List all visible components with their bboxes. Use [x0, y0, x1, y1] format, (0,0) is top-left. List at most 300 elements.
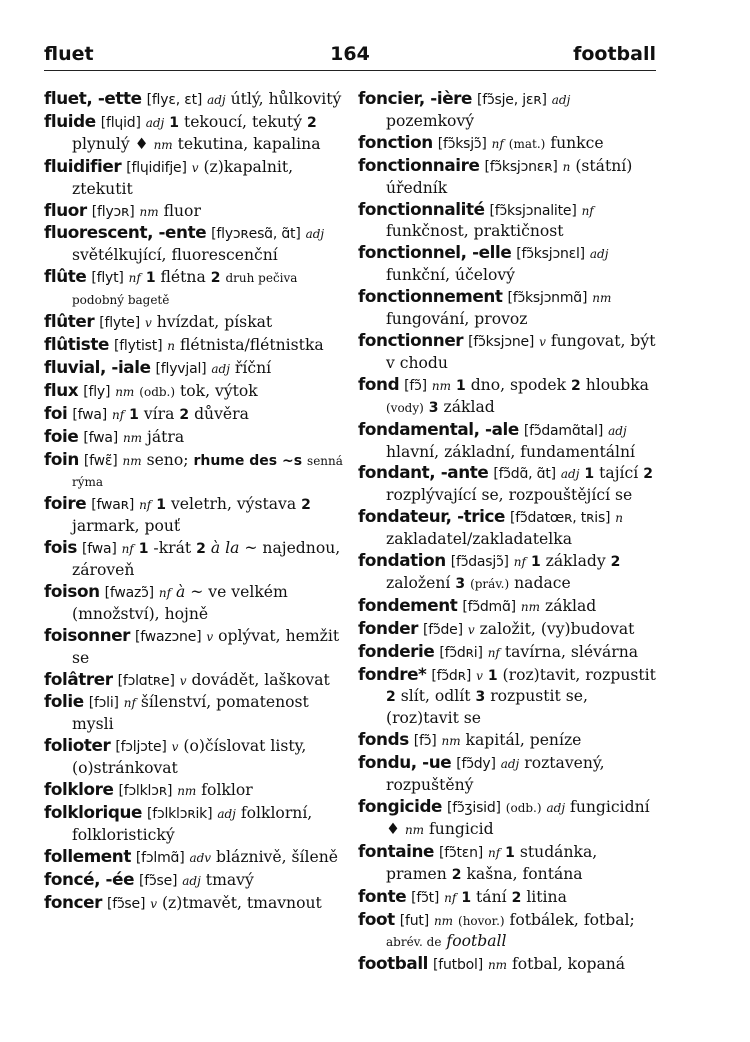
headword: foncer	[44, 891, 102, 912]
headword: fond	[358, 373, 400, 394]
right-column	[358, 88, 658, 976]
grammar-label: adj	[560, 467, 580, 482]
grammar-label: nm	[153, 137, 173, 152]
sense-number: 1	[145, 270, 156, 287]
definition-text: flétnista/flétnistka	[180, 335, 324, 354]
headword: foire	[44, 493, 87, 514]
definition-text: šílenství, pomatenost mysli	[72, 693, 309, 734]
definition-text: hlavní, základní, fundamentální	[386, 442, 636, 461]
pronunciation: [fwazɔ̃]	[104, 584, 154, 601]
sense-number: 2	[210, 270, 221, 287]
dictionary-entry	[44, 493, 344, 537]
dictionary-entry	[44, 625, 344, 669]
grammar-label: v	[150, 896, 157, 911]
definition-text: (z)tmavět, tmavnout	[161, 893, 322, 912]
grammar-label: adj	[551, 93, 571, 107]
pronunciation: [fɔ̃datœʀ, tʀis]	[510, 510, 611, 527]
sense-number: 2	[179, 406, 190, 423]
grammar-label: adj	[546, 801, 566, 815]
pronunciation: [fwa]	[72, 406, 107, 423]
definition-text: fungicid	[429, 819, 494, 838]
left-column	[44, 88, 344, 915]
pronunciation: [fɔ̃ksjɔne]	[468, 333, 535, 350]
guide-word-last: football	[573, 43, 656, 65]
grammar-label: nm	[404, 822, 425, 837]
grammar-label: nf	[488, 845, 501, 860]
headword: fondamental, -ale	[358, 418, 519, 439]
pronunciation: [fɔ̃tɛn]	[438, 844, 484, 861]
headword: folioter	[44, 735, 111, 756]
sense-number: 2	[610, 554, 621, 571]
italic-text: à	[176, 582, 186, 601]
pronunciation: [fɔ̃sje, jɛʀ]	[477, 92, 547, 108]
grammar-label: nf	[139, 498, 152, 513]
headword: foie	[44, 425, 79, 446]
pronunciation: [fɔ̃dy]	[456, 756, 496, 773]
dictionary-entry	[44, 846, 344, 869]
definition-text: folklor	[201, 781, 253, 800]
definition-text: slít, odlít	[400, 687, 471, 706]
headword: fonder	[358, 617, 419, 638]
definition-text: tekoucí, tekutý	[183, 112, 303, 131]
dictionary-entry	[358, 664, 658, 730]
dictionary-entry	[44, 266, 344, 311]
headword: fondateur, -trice	[358, 506, 506, 527]
grammar-label: adj	[500, 757, 520, 772]
definition-text: rozplývající se, rozpouštějící se	[386, 486, 633, 505]
definition-text: veletrh, výstava	[170, 495, 297, 514]
dictionary-entry	[358, 752, 658, 796]
grammar-label: adj	[211, 361, 230, 376]
usage-label: (hovor.)	[458, 913, 505, 928]
sense-number: 1	[455, 377, 466, 394]
dictionary-entry	[358, 374, 658, 419]
definition-text: hloubka	[585, 375, 649, 394]
dictionary-entry	[44, 311, 344, 334]
usage-label: (práv.)	[470, 576, 510, 591]
grammar-label: nm	[441, 734, 461, 749]
definition-text: dovádět, laškovat	[191, 670, 330, 689]
dictionary-entry	[358, 729, 658, 752]
definition-text: pozemkový	[386, 111, 475, 130]
definition-text: hvízdat, pískat	[156, 313, 273, 332]
definition-text: jarmark, pouť	[72, 517, 181, 536]
dictionary-entry	[44, 691, 344, 735]
definition-text: fungovat, být v chodu	[386, 331, 656, 372]
sense-number: 1	[169, 114, 179, 131]
pronunciation: [fwɛ̃]	[83, 452, 118, 469]
pronunciation: [flɥidifje]	[126, 159, 187, 176]
pronunciation: [fɔ̃se]	[106, 895, 146, 912]
pronunciation: [fɔlɑtʀe]	[117, 672, 175, 689]
dictionary-entry	[44, 334, 344, 357]
pronunciation: [fɔ̃dasjɔ̃]	[450, 554, 509, 571]
grammar-label: nm	[177, 784, 197, 799]
grammar-label: nf	[158, 585, 172, 600]
headword: flûtiste	[44, 333, 109, 354]
pronunciation: [fɔ̃ksjɔnmɑ̃]	[507, 290, 588, 307]
pronunciation: [fɔ̃ksjɔnalite]	[489, 202, 577, 219]
headword: fonctionnaire	[358, 154, 480, 175]
grammar-label: nf	[513, 555, 526, 570]
dictionary-entry	[44, 869, 344, 892]
grammar-label: n	[167, 338, 176, 353]
grammar-label: n	[562, 159, 571, 174]
definition-text: fungicidní ♦	[386, 798, 650, 838]
headword: foisonner	[44, 624, 131, 645]
dictionary-entry	[358, 886, 658, 909]
grammar-label: adj	[608, 423, 627, 438]
pronunciation: [fwa]	[81, 541, 117, 558]
sense-number: 1	[487, 667, 498, 684]
headword: fluide	[44, 110, 96, 131]
headword: foot	[358, 908, 395, 929]
definition-text: plynulý ♦	[72, 134, 149, 153]
dictionary-entry	[358, 330, 658, 374]
sense-number: 3	[475, 689, 486, 706]
definition-text: nadace	[514, 573, 571, 592]
usage-label: (odb.)	[139, 384, 176, 399]
headword: fonte	[358, 885, 407, 906]
definition-text: fotbálek, fotbal;	[509, 910, 635, 929]
dictionary-entry	[358, 909, 658, 954]
headword: fonderie	[358, 640, 435, 661]
phrase: rhume des ~s	[193, 452, 303, 469]
usage-label: (vody)	[386, 400, 424, 415]
grammar-label: adj	[305, 227, 325, 242]
pronunciation: [fɔ̃]	[404, 377, 427, 394]
sense-number: 2	[301, 497, 311, 514]
dictionary-entry	[358, 550, 658, 595]
sense-number: 2	[196, 541, 206, 558]
grammar-label: nf	[581, 203, 594, 218]
headword: foncé, -ée	[44, 868, 135, 889]
sense-number: 1	[129, 406, 139, 423]
dictionary-entry	[44, 111, 344, 156]
definition-text: oplývat, hemžit se	[72, 626, 340, 667]
pronunciation: [fɔ̃de]	[423, 621, 463, 638]
sense-number: 2	[306, 114, 317, 131]
pronunciation: [fɔ̃]	[413, 733, 437, 750]
definition-text: víra	[143, 404, 175, 423]
headword: fondre*	[358, 663, 427, 684]
definition-text: rozpustit se, (roz)tavit se	[386, 687, 588, 728]
dictionary-entry	[358, 419, 658, 463]
pronunciation: [fwazɔne]	[135, 628, 202, 645]
definition-text: studánka, pramen	[386, 842, 598, 883]
sense-number: 1	[461, 889, 472, 906]
sense-number: 2	[511, 889, 522, 906]
dictionary-entry	[358, 462, 658, 506]
grammar-label: v	[171, 740, 179, 755]
definition-text: tok, výtok	[180, 381, 258, 400]
pronunciation: [flɥid]	[100, 114, 141, 131]
sense-number: 2	[451, 866, 462, 883]
definition-text: ~ ve velkém (množství), hojně	[72, 582, 288, 623]
sense-number: 1	[530, 554, 541, 571]
definition-text: tekutina, kapalina	[177, 134, 321, 153]
grammar-label: nm	[520, 599, 541, 614]
dictionary-entry	[44, 200, 344, 223]
pronunciation: [flyɛ, ɛt]	[146, 92, 203, 108]
grammar-label: nf	[123, 696, 136, 711]
dictionary-entry	[358, 796, 658, 841]
definition-text: (z)kapalnit, ztekutit	[72, 157, 294, 198]
grammar-label: v	[191, 160, 199, 175]
pronunciation: [futbol]	[433, 957, 483, 974]
pronunciation: [fɔ̃ʒisid]	[447, 800, 501, 816]
headword: flux	[44, 379, 79, 400]
grammar-label: v	[539, 334, 546, 349]
usage-label: (mat.)	[508, 136, 546, 151]
headword: folklore	[44, 779, 114, 800]
definition-text: litina	[526, 887, 567, 906]
page-number: 164	[330, 43, 370, 65]
dictionary-entry	[358, 155, 658, 199]
pronunciation: [fɔ̃t]	[411, 889, 440, 906]
grammar-label: v	[206, 629, 214, 644]
dictionary-entry	[44, 779, 344, 802]
dictionary-entry	[44, 669, 344, 692]
pronunciation: [fɔ̃ksjɔnɛl]	[516, 246, 585, 263]
pronunciation: [fɔli]	[88, 695, 119, 712]
grammar-label: v	[467, 622, 475, 637]
page-header	[44, 40, 656, 71]
sense-number: 2	[571, 377, 581, 394]
definition-text: fungování, provoz	[386, 310, 528, 329]
sense-number: 3	[428, 399, 439, 416]
pronunciation: [fly]	[83, 383, 111, 400]
dictionary-entry	[358, 88, 658, 132]
dictionary-entry	[44, 222, 344, 266]
pronunciation: [flyte]	[99, 315, 140, 332]
definition-text: založit, (vy)budovat	[479, 619, 635, 638]
dictionary-entry	[358, 595, 658, 618]
definition-text: funkčnost, praktičnost	[386, 222, 564, 241]
grammar-label: nf	[121, 542, 134, 557]
grammar-label: v	[179, 673, 187, 688]
pronunciation: [fɔ̃dʀ]	[431, 667, 472, 684]
definition-text: světélkující, fluorescenční	[72, 246, 278, 265]
definition-text: folklorní, folkloristický	[72, 804, 313, 844]
grammar-label: adj	[589, 247, 609, 262]
small-text: abrév. de	[386, 935, 442, 950]
grammar-label: n	[615, 511, 624, 526]
definition-text: tmavý	[205, 870, 254, 889]
headword: fondation	[358, 550, 446, 571]
dictionary-entry	[44, 403, 344, 426]
headword: fonds	[358, 729, 409, 750]
sense-number: 3	[455, 575, 466, 592]
definition-text: (o)číslovat listy, (o)stránkovat	[72, 737, 307, 778]
definition-text: seno;	[146, 450, 189, 469]
pronunciation: [flyɔʀ]	[91, 203, 135, 220]
dictionary-entry	[44, 735, 344, 779]
definition-text: zakladatel/zakladatelka	[386, 530, 573, 549]
pronunciation: [fɔljɔte]	[115, 739, 167, 756]
guide-word-first: fluet	[44, 43, 94, 65]
definition-text: -krát	[153, 539, 192, 558]
dictionary-entry	[358, 242, 658, 286]
sense-number: 2	[643, 466, 653, 483]
definition-text: útlý, hůlkovitý	[230, 90, 342, 108]
pronunciation: [fɔ̃ksjɔnɛʀ]	[484, 158, 558, 175]
dictionary-entry	[358, 641, 658, 664]
headword: fongicide	[358, 796, 443, 816]
headword: fondement	[358, 594, 458, 615]
pronunciation: [fɔ̃damɑ̃tal]	[523, 422, 604, 439]
grammar-label: nm	[433, 913, 454, 928]
dictionary-entry	[358, 841, 658, 886]
definition-text: důvěra	[194, 404, 249, 423]
headword: flûte	[44, 266, 87, 287]
grammar-label: v	[144, 316, 152, 331]
grammar-label: adj	[145, 115, 165, 130]
dictionary-entry	[44, 357, 344, 380]
definition-text: (roz)tavit, rozpustit	[502, 665, 656, 684]
grammar-label: nm	[487, 958, 508, 973]
grammar-label: nf	[128, 271, 141, 286]
definition-text: funkční, účelový	[386, 266, 515, 285]
headword: fois	[44, 537, 77, 558]
headword: foison	[44, 580, 100, 601]
headword: fondant, -ante	[358, 462, 489, 483]
definition-text: tání	[476, 887, 507, 906]
pronunciation: [fwaʀ]	[91, 497, 135, 514]
pronunciation: [flyt]	[91, 270, 124, 287]
headword: foin	[44, 448, 79, 469]
sense-number: 1	[505, 844, 515, 861]
grammar-label: nf	[491, 136, 504, 151]
definition-text: dno, spodek	[470, 375, 567, 394]
pronunciation: [fɔ̃dʀi]	[439, 644, 483, 661]
dictionary-entry	[44, 537, 344, 581]
italic-text: à la	[210, 539, 240, 558]
dictionary-entry	[44, 156, 344, 200]
definition-text: (státní) úředník	[386, 156, 633, 197]
definition-text: játra	[147, 427, 185, 446]
grammar-label: v	[476, 668, 483, 683]
dictionary-entry	[44, 802, 344, 846]
pronunciation: [flyɔʀesɑ̃, ɑ̃t]	[211, 226, 301, 243]
definition-text: fotbal, kopaná	[512, 955, 626, 974]
dictionary-entry	[44, 380, 344, 403]
headword: fonctionner	[358, 329, 464, 350]
grammar-label: adj	[182, 873, 201, 888]
headword: flûter	[44, 311, 95, 332]
definition-text: tavírna, slévárna	[504, 642, 639, 661]
headword: foncier, -ière	[358, 88, 473, 108]
sense-number: 1	[156, 497, 166, 514]
dictionary-entry	[358, 953, 658, 976]
pronunciation: [fɔ̃dmɑ̃]	[462, 598, 516, 615]
dictionary-entry	[358, 618, 658, 641]
grammar-label: nm	[139, 204, 159, 219]
dictionary-entry	[44, 88, 344, 111]
grammar-label: adj	[207, 93, 226, 107]
pronunciation: [fwa]	[83, 429, 118, 446]
headword: fonctionnement	[358, 286, 503, 307]
headword: football	[358, 953, 429, 974]
headword: follement	[44, 845, 131, 866]
headword: fluor	[44, 199, 87, 220]
headword: foi	[44, 402, 68, 423]
dictionary-entry	[44, 892, 344, 915]
italic-text: football	[446, 932, 507, 951]
headword: folklorique	[44, 802, 142, 822]
pronunciation: [fɔlmɑ̃]	[135, 849, 185, 866]
definition-text: bláznivě, šíleně	[216, 847, 338, 866]
headword: fonction	[358, 131, 433, 152]
sense-number: 2	[386, 689, 396, 706]
headword: fluet, -ette	[44, 88, 142, 108]
grammar-label: adj	[217, 807, 236, 821]
pronunciation: [flytist]	[113, 337, 163, 354]
pronunciation: [flyvjal]	[155, 360, 207, 377]
headword: fontaine	[358, 840, 435, 861]
sense-number: 1	[584, 466, 595, 483]
pronunciation: [fɔ̃ksjɔ̃]	[437, 135, 487, 152]
headword: fondu, -ue	[358, 752, 452, 773]
usage-label: druh pečiva podobný bagetě	[72, 271, 298, 308]
dictionary-entry	[44, 449, 344, 494]
headword: fluorescent, -ente	[44, 222, 207, 243]
definition-text: fluor	[163, 201, 201, 220]
headword: fluvial, -iale	[44, 356, 151, 377]
definition-text: ~ najednou, zároveň	[72, 539, 341, 580]
pronunciation: [fut]	[399, 912, 429, 929]
definition-text: základy	[545, 552, 606, 571]
headword: fonctionnel, -elle	[358, 242, 512, 263]
dictionary-entry	[358, 132, 658, 155]
dictionary-entry	[44, 581, 344, 625]
definition-text: tající	[599, 464, 639, 483]
usage-label: senná rýma	[72, 453, 343, 490]
pronunciation: [fɔlklɔʀ]	[118, 783, 173, 800]
dictionary-entry	[358, 506, 658, 550]
headword: fonctionnalité	[358, 198, 485, 219]
grammar-label: nm	[115, 384, 135, 399]
dictionary-entry	[358, 286, 658, 330]
pronunciation: [fɔlklɔʀik]	[146, 806, 213, 822]
headword: fluidifier	[44, 155, 122, 176]
definition-text: kašna, fontána	[466, 864, 583, 883]
grammar-label: nm	[122, 453, 142, 468]
grammar-label: nf	[487, 645, 500, 660]
headword: folie	[44, 691, 84, 712]
dictionary-entry	[358, 199, 658, 243]
definition-text: roztavený, rozpuštěný	[386, 754, 605, 795]
grammar-label: nf	[444, 890, 457, 905]
pronunciation: [fɔ̃dɑ̃, ɑ̃t]	[493, 466, 556, 483]
usage-label: (odb.)	[505, 801, 542, 815]
grammar-label: adv	[189, 850, 212, 865]
definition-text: funkce	[550, 133, 604, 152]
grammar-label: nm	[592, 291, 612, 306]
definition-text: říční	[234, 358, 272, 377]
grammar-label: nf	[111, 407, 125, 422]
pronunciation: [fɔ̃se]	[139, 872, 178, 889]
dictionary-entry	[44, 426, 344, 449]
grammar-label: nm	[122, 430, 143, 445]
definition-text: kapitál, peníze	[465, 731, 582, 750]
headword: folâtrer	[44, 668, 113, 689]
grammar-label: nm	[431, 378, 451, 393]
definition-text: založení	[386, 573, 451, 592]
definition-text: základ	[443, 397, 495, 416]
sense-number: 1	[138, 541, 149, 558]
definition-text: základ	[545, 596, 597, 615]
